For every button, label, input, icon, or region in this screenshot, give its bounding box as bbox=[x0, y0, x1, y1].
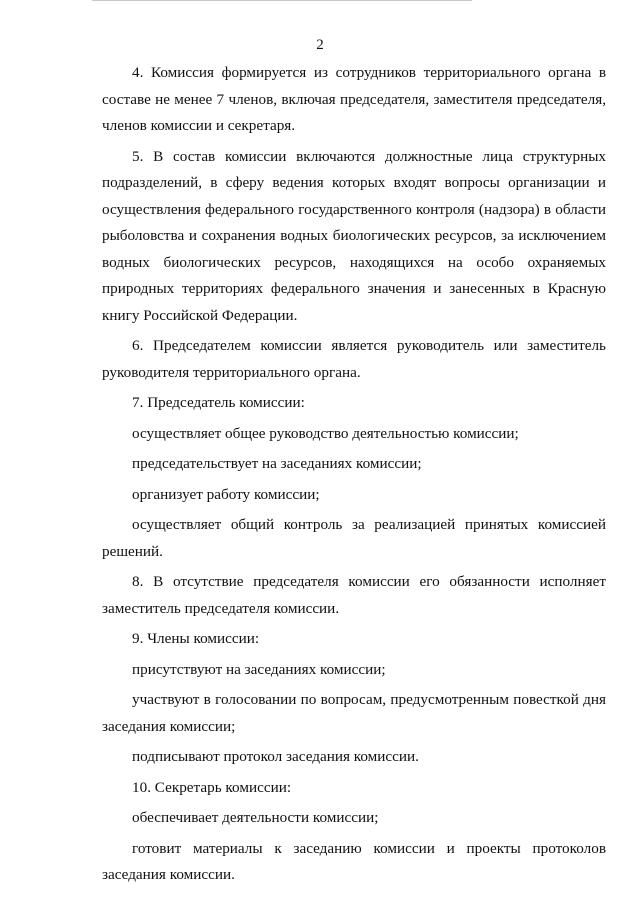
paragraph-5-commission-members-source: 5. В состав комиссии включаются должностные лица структурных подразделений, в сферу ведения которых входят вопросы организации и осуществления федерального государственного контроля (надзора) в области рыболовства и сохранения водных биологических ресурсов, за исключением водных биологических ресурсов, находящихся на особо охраняемых природных территориях федерального значения и занесенных в Красную книгу Российской Федерации. bbox=[102, 147, 606, 324]
paragraph-8-chairman-absence: 8. В отсутствие председателя комиссии его обязанности исполняет заместитель председателя комиссии. bbox=[102, 573, 606, 617]
member-duty-item: подписывают протокол заседания комиссии. bbox=[132, 748, 419, 765]
secretary-duty-item: обеспечивает деятельности комиссии; bbox=[132, 809, 379, 826]
paragraph-4-commission-composition: 4. Комиссия формируется из сотрудников территориального органа в составе не менее 7 членов, включая председателя, заместителя председателя, членов комиссии и секретаря. bbox=[102, 64, 606, 134]
paragraph-7-chairman-duties-heading: 7. Председатель комиссии: bbox=[132, 394, 305, 411]
paragraph-6-chairman: 6. Председателем комиссии является руководитель или заместитель руководителя территориального органа. bbox=[102, 337, 606, 381]
member-duty-item: участвуют в голосовании по вопросам, предусмотренным повесткой дня заседания комиссии; bbox=[102, 691, 606, 735]
page-number: 2 bbox=[316, 37, 324, 53]
secretary-duty-item: готовит материалы к заседанию комиссии и проекты протоколов заседания комиссии. bbox=[102, 839, 606, 883]
member-duty-item: присутствуют на заседаниях комиссии; bbox=[132, 660, 386, 678]
paragraph-9-members-heading: 9. Члены комиссии: bbox=[132, 630, 260, 647]
chairman-duty-item: организует работу комиссии; bbox=[132, 485, 320, 503]
document-body bbox=[102, 60, 606, 893]
scan-edge-line bbox=[92, 0, 472, 1]
chairman-duty-item: председательствует на заседаниях комиссии; bbox=[132, 455, 422, 472]
chairman-duty-item: осуществляет общее руководство деятельностью комиссии; bbox=[132, 424, 519, 442]
paragraph-10-secretary-heading: 10. Секретарь комиссии: bbox=[132, 778, 292, 796]
chairman-duty-item: осуществляет общий контроль за реализацией принятых комиссией решений. bbox=[102, 516, 606, 560]
